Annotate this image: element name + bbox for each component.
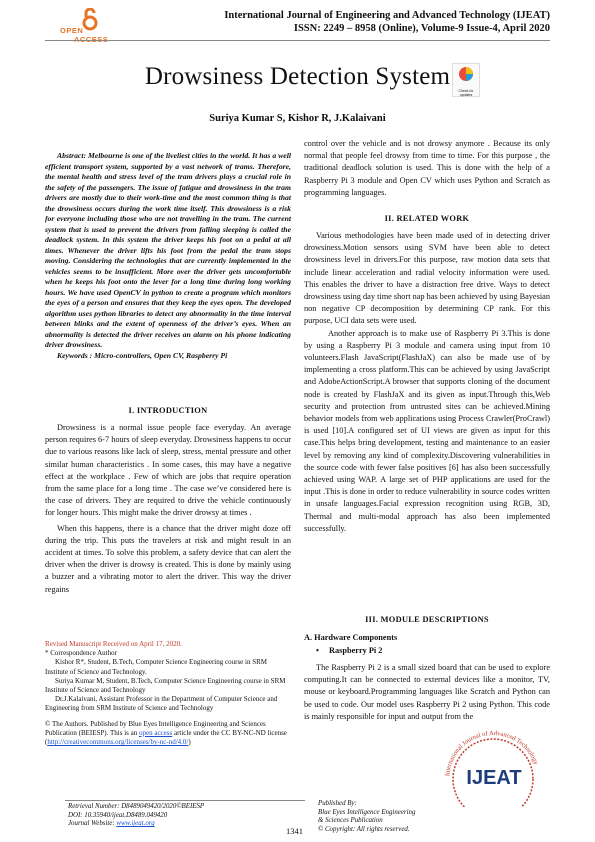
authors: Suriya Kumar S, Kishor R, J.Kalaivani (209, 113, 386, 124)
author-note-1: Kishor R*, Student, B.Tech, Computer Science Engineering course in SRM Institute of Science and Technology. (45, 658, 268, 676)
footnotes (45, 640, 291, 747)
related-work-heading: II. RELATED WORK (384, 214, 470, 223)
received-note: Revised Manuscript Received on April 17, 2020. (45, 640, 182, 648)
bullet-item (316, 645, 550, 657)
journal-issn: ISSN: 2249 – 8958 (Online), Volume-9 Issue-4, April 2020 (293, 23, 550, 34)
ijeat-seal (437, 727, 549, 807)
abstract-lead: Abstract (57, 151, 84, 160)
bullet-icon: • (316, 646, 319, 655)
copyright: © Copyright: All rights reserved. (318, 825, 410, 833)
retrieval-number: Retrieval Number: D8489049420/2020©BEIESP (68, 803, 205, 810)
bullet-label: Raspberry Pi 2 (328, 646, 383, 655)
footer-left (68, 803, 204, 829)
module-descriptions-heading: III. MODULE DESCRIPTIONS (365, 615, 489, 624)
author-note-2: Suriya Kumar M, Student, B.Tech, Computer Science Engineering course in SRM Institute of Science and Technology (45, 676, 286, 695)
crossmark-label: Check for updates (458, 89, 474, 97)
open-access-logo (60, 8, 130, 36)
journal-name: International Journal of Engineering and Advanced Technology (IJEAT) (224, 10, 550, 21)
license-text-3: ) (188, 738, 191, 747)
intro-paragraph-1: Drowsiness is a normal issue people face everyday. An average person requires 6-7 hours of sleep everyday. Drowsiness happens to occur due to various reasons like lack of sleep, stress, mental pressure and other similar human characteristics . In some cases, this may have a negative effect at the workplace . Few of which are jobs that require operation from the same place for a long time . The case we’ve considered here is the case of drivers. They are required to drive the vehicle continuously for longer hours. This might make the driver drowsy at times . (45, 423, 291, 518)
publisher-line-2: & Sciences Publication (318, 817, 383, 825)
website-link[interactable]: www.ijeat.org (116, 820, 155, 828)
right-intro-continuation (304, 138, 550, 199)
license-url-link[interactable]: http://creativecommons.org/licenses/by-nc-nd/4.0/ (47, 738, 189, 747)
open-access-link[interactable]: open access (138, 728, 173, 737)
hardware-components-heading: A. Hardware Components (304, 633, 398, 642)
intro-heading: I. INTRODUCTION (128, 406, 208, 415)
published-by: Published By: (318, 800, 357, 807)
journal-website: Journal Website: www.ijeat.org (68, 820, 155, 828)
footer-rule (65, 800, 305, 801)
seal-text: IJEAT (466, 767, 522, 789)
license-note (45, 720, 291, 748)
doi: DOI: 10.35940/ijeat.D8489.049420 (68, 811, 168, 819)
paper-title: Drowsiness Detection System (144, 63, 451, 90)
abstract-text: : Melbourne is one of the liveliest cities in the world. It has a well efficient transport system, supported by a vast network of trams. Therefore, the mental health and stress level of the tram drivers plays a crucial role in the safety of the passengers. The issue of fatigue and drowsiness in the tram drivers are mostly due to their work-time and the most common thing is that the drowsiness occurs during the work time itself. This drowsiness is a risk for everyone including those who are not travelling in the tram. The current system that is used to prevent the drivers from falling sleeping is called the deadlock system. In this system the driver keeps his foot on a pedal at all times. Whenever the driver lifts his foot from the pedal the tram stops moving. Considering the technologies that are currently implemented in the vehicles seems to be insufficient. More over the driver gets uncomfortable when he keeps his foot onto the lever for a long time during long working hours. We have used OpenCV in python to create a program which monitors the eyes of a person and ensures that they keep the eyes open. The developed algorithm uses python libraries to detect any abnormality in the time interval between blinks and the extent of openness of the driver’s eyes. When an abnormality is detected the driver receives an alarm on his phone indicating driver drowsiness. (45, 151, 291, 349)
logo-open-text: OPEN (60, 26, 84, 35)
seal-ring-text: International Journal of Advanced Technology (444, 729, 540, 777)
page-number: 1341 (286, 826, 303, 836)
publisher-line-1: Blue Eyes Intelligence Engineering (318, 808, 416, 816)
hardware-paragraph (304, 662, 550, 723)
related-work-paragraph-1: Various methodologies have been made used of in detecting driver drowsiness.Motion sensors using SVM have been able to detect drowsiness level in drivers.For this purpose, raw motion data sets that include linear acceleration and radial velocity information were used. This enables the driver to have a distraction free drive. Ways to detect drowsiness using day time short nap has been achieved by using Bayesian non negative CP decomposition by determining CP rank. For this purpose, UCI data sets were used. (304, 231, 550, 326)
keywords: Keywords : Micro-controllers, Open CV, Raspberry Pi (57, 350, 228, 360)
author-note-3: Dr.J.Kalaivani, Assistant Professor in the Department of Computer Science and Engineering from SRM Institute of Science and Technology (45, 695, 278, 713)
intro-paragraph-2: When this happens, there is a chance that the driver might doze off during the trip. This puts the travelers at risk and might result in an accident at times. To solve this problem, a safety device that can alert the driver when the driver is drowsy is created. This is done by mainly using a buzzer and a vibrating motor to alert the driver. This way the driver regains (45, 523, 291, 594)
crossmark-badge[interactable] (452, 63, 480, 97)
abstract (45, 151, 291, 361)
raspberry-pi-paragraph: The Raspberry Pi 2 is a small sized board that can be used to explore computing.It can be connected to external devices like a monitor, TV, mouse or keyboard.Programming languages like Scratch and Python can be used to code. Our model uses Raspberry Pi 2 using Python. This code is mainly responsible for input and output from the (304, 663, 550, 721)
related-work-body (304, 230, 550, 535)
correspondence-note: * Correspondence Author (45, 649, 117, 658)
footer-right (318, 800, 415, 834)
license-text-2: article under the CC BY-NC-ND license ( (45, 728, 287, 747)
intro-paragraph-continued: control over the vehicle and is not drowsy anymore . Because its only normal that people feel drowsy from time to time. For this purpose , the traditional deadlock solution is used. This is done with the help of a Raspberry Pi 3 module and Open CV which uses Python and Scratch as programming languages. (304, 139, 550, 197)
header-rule (45, 40, 550, 41)
related-work-paragraph-2: Another approach is to make use of Raspberry Pi 3.This is done by using a Raspberry Pi 3 module and camera using input from 10 volunteers.Flash JavaScript(FlashJaX) can also be made use of by implementing a cross platform.This can be achieved by using JavaScript and AdobeActionScript.A browser that supports cloning of the document node is created by FlashJaX and its given as input.Through this,Web security and protection from untrusted sites can be achieved.Mining behavior models from web applications using Process Crawler(ProCrawl) is used [10].A configured set of UI views are given as input for this case.This helps bring development, testing and maintenance to an easier level by removing any kind of complexity.Discovering vulnerabilities in the source code with fewer false positives [6] has also been successfully achieved using WAP. A large set of PHP applications are used for the input .This is done in order to reduce vulnerability in source codes written in unsafe languages.Facial expression recognition using RGB, 3D, Thermal and multi-modal approach has also been implemented successfully. (304, 328, 550, 533)
intro-body (45, 422, 291, 596)
license-text: © The Authors. Published by Blue Eyes Intelligence Engineering and Sciences Publication (BEIESP). This is an (45, 719, 266, 737)
crossmark-icon (453, 64, 479, 84)
